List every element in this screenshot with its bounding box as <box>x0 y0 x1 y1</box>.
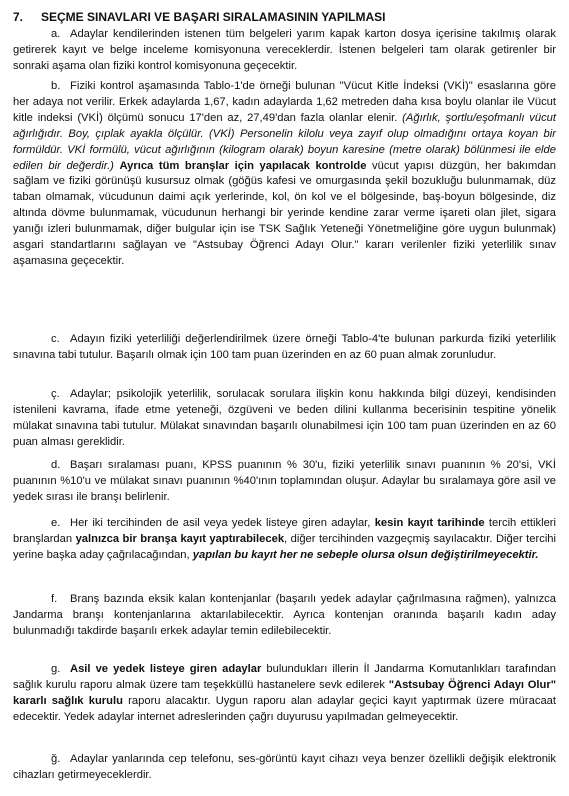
paragraph-text: Adaylar yanlarında cep telefonu, ses-görüntü kayıt cihazı veya benzer özellikli değişik elektronik cihazları getirmeyeceklerdir. <box>13 753 556 781</box>
section-number: 7. <box>13 10 24 24</box>
paragraph-b <box>13 79 556 270</box>
paragraph-text: tercih ettikleri branşlardan <box>13 517 557 545</box>
paragraph-text: vücut yapısı düzgün, her bakımdan sağlam ve fiziki görünüşü kusursuz olmak (göğüs kafesi ve omurgasında şekil bozukluğu bulunmamak, düz taban olmamak, vücudunun daimi açık yerlerinde, kol, ön kol ve el bölgesinde, baş-boyun bölgesinde, diz altında dövme bulunmamak, vücudunun herhangi bir yerinde kendine zarar verme işareti olan jilet, sigara yanığı izleri bulunmamak, diğer bulgular için ise TSK Sağlık Yeteneği Yönetmeliğine göre uygun bulunmak) asgari standartlarını sağlayan ve "Astsubay Öğrenci Adayı Olur." kararı verilenler fiziki yeterlilik sınav aşamasına geçecektir. <box>13 159 556 267</box>
bold-text: yalnızca bir branşa kayıt yaptırabilecek <box>75 532 285 545</box>
paragraph-label: d. <box>51 459 61 471</box>
paragraph-text: Adaylar kendilerinden istenen tüm belgeleri yarım kapak karton dosya içerisine takılmış olarak getirerek kayıt ve belge inceleme komisyonuna vereceklerdir. İstenen belgeleri tam olarak getirenler bir sonraki aşama olan fiziki kontrol komisyonuna geçecektir. <box>13 28 556 72</box>
paragraph-text: Branş bazında eksik kalan kontenjanlar (başarılı yedek adaylar çağrılmasına rağmen), yalnızca Jandarma branşı kontenjanlarına aktarılabilecektir. Ayrıca kontenjan oranında başarılı kadın aday bulunmadığı takdirde başarılı erkek adaylar temin edilebilecektir. <box>13 593 556 637</box>
paragraph-d <box>13 458 556 506</box>
paragraph-c <box>13 332 556 364</box>
paragraph-a <box>13 27 556 75</box>
bold-italic-text: yapılan bu kayıt her ne sebeple olursa olsun değiştirilmeyecektir. <box>192 548 539 561</box>
paragraph-label: e. <box>51 517 61 529</box>
section-heading <box>13 10 385 24</box>
paragraph-label: g. <box>51 663 61 675</box>
paragraph-g <box>13 662 556 726</box>
paragraph-text: , diğer tercihinden vazgeçmiş sayılacaktır. Diğer tercihi yerine başka aday çağrılacağından, <box>13 532 557 561</box>
paragraph-text: bulundukları illerin İl Jandarma Komutanlıkları tarafından sağlık kurulu raporu almak üzere tam teşekküllü hastanelere sevk edilerek <box>13 663 556 691</box>
paragraph-e <box>13 516 556 564</box>
paragraph-c-cedilla <box>13 387 556 451</box>
bold-text: Ayrıca tüm branşlar için yapılacak kontrolde <box>119 159 367 172</box>
paragraph-label: ç. <box>51 388 60 400</box>
paragraph-g-breve <box>13 752 556 784</box>
bold-text: Asil ve yedek listeye giren adaylar <box>70 663 262 675</box>
paragraph-text: Fiziki kontrol aşamasında Tablo-1'de örneği bulunan "Vücut Kitle İndeksi (VKİ)" esaslarına göre her adaya not verilir. Erkek adaylarda 1,67, kadın adaylarda 1,62 metreden daha kısa boylu olanlar ile Vücut kitle indeksi (VKİ) ölçümü sonucu 17'den az, 27,49'dan fazla olanlar elenir. <box>13 80 556 124</box>
section-title: SEÇME SINAVLARI VE BAŞARI SIRALAMASININ YAPILMASI <box>41 10 386 24</box>
paragraph-text: Adayın fiziki yeterliliği değerlendirilmek üzere örneği Tablo-4'te bulunan parkurda fiziki yeterlilik sınavına tabi tutulur. Başarılı olmak için 100 tam puan üzerinden en az 60 puan almak zorunludur. <box>13 333 556 361</box>
bold-text: kesin kayıt tarihinde <box>374 517 485 529</box>
paragraph-text: raporu alacaktır. Uygun raporu alan adaylar geçici kayıt yaptırmak üzere müracaat edecektir. Yedek adaylar internet adreslerinden çağrı duyurusu yapılmadan gelmeyecektir. <box>13 694 556 723</box>
paragraph-label: f. <box>51 593 58 605</box>
bold-text: "Astsubay Öğrenci Adayı Olur" kararlı sağlık kurulu <box>13 678 557 707</box>
paragraph-text: Her iki tercihinden de asil veya yedek listeye giren adaylar, <box>70 517 371 529</box>
paragraph-label: b. <box>51 80 61 92</box>
italic-note: (Ağırlık, şortlu/eşofmanlı vücut ağırlığıdır. Boy, çıplak ayakla ölçülür. (VKİ) Personelin kilolu veya zayıf olup olmadığını ortaya koyan bir formüldür. VKİ formülü, vücut ağırlığının (kilogram olarak) boyun karesine (metre olarak) bölünmesi ile elde edilen bir değerdir.) <box>13 111 557 172</box>
paragraph-label: a. <box>51 28 61 40</box>
paragraph-text: Başarı sıralaması puanı, KPSS puanının % 30'u, fiziki yeterlilik sınavı puanının % 20'si, VKİ puanının %10'u ve mülakat sınavı puanının %40'ının toplamından oluşur. Adaylar bu sıralamaya göre asil ve yedek sırası ile branşı belirlenir. <box>13 459 556 503</box>
paragraph-label: c. <box>51 333 60 345</box>
paragraph-label: ğ. <box>51 753 61 765</box>
paragraph-text: Adaylar; psikolojik yeterlilik, sorulacak sorulara ilişkin konu hakkında bilgi düzeyi, kendisinden istenileni kavrama, ifade etme yeteneği, özgüveni ve beden dilini kullanma becerisinin tespitine yönelik mülakat sınavına tabi tutulur. Mülakat sınavından başarılı olunabilmesi için 100 tam puan üzerinden en az 60 puan alması gereklidir. <box>13 388 556 448</box>
paragraph-f <box>13 592 556 640</box>
